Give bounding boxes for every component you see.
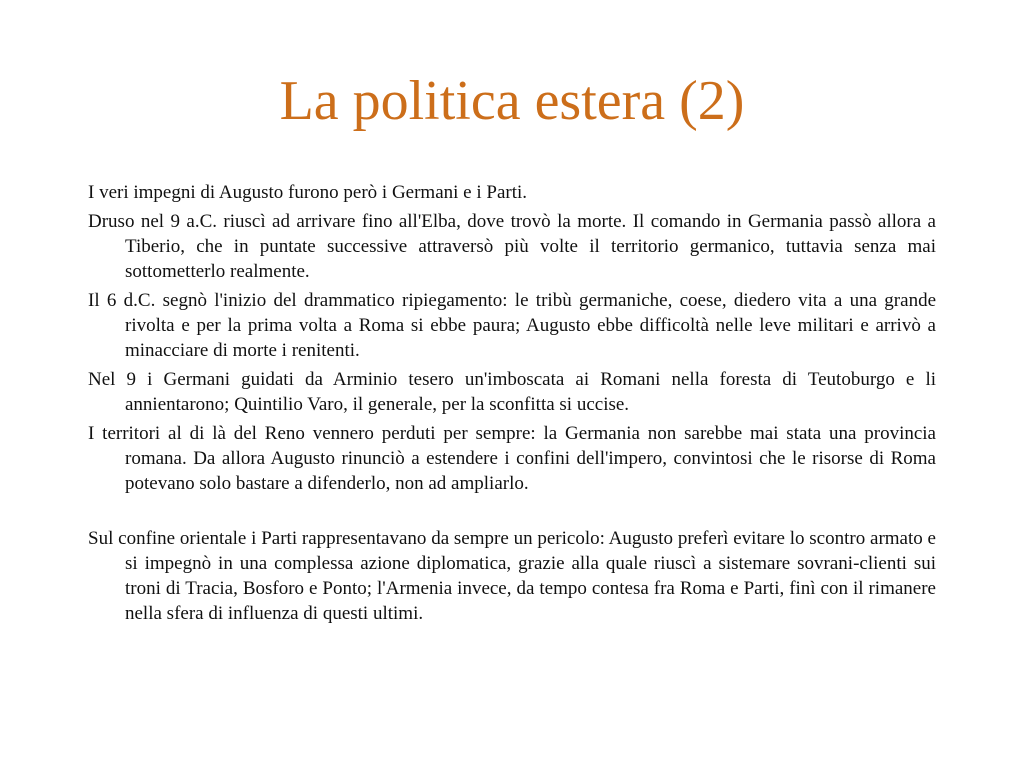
slide-body — [88, 180, 936, 630]
paragraph-parti: Sul confine orientale i Parti rappresentavano da sempre un pericolo: Augusto preferì evitare lo scontro armato e si impegnò in una complessa azione diplomatica, grazie alla quale riuscì a sistemare sovrani-clienti sui troni di Tracia, Bosforo e Ponto; l'Armenia invece, da tempo contesa fra Roma e Parti, finì con il rimanere nella sfera di influenza di questi ultimi. — [88, 528, 936, 624]
paragraph-reno: I territori al di là del Reno vennero perduti per sempre: la Germania non sarebbe mai stata una provincia romana. Da allora Augusto rinunciò a estendere i confini dell'impero, convintosi che le risorse di Roma potevano solo bastare a difenderlo, non ad ampliarlo. — [88, 423, 936, 494]
slide-title: La politica estera (2) — [279, 70, 745, 132]
paragraph-teutoburgo: Nel 9 i Germani guidati da Arminio tesero un'imboscata ai Romani nella foresta di Teutoburgo e li annientarono; Quintilio Varo, il generale, per la sconfitta si uccise. — [88, 369, 936, 415]
paragraph-ripiegamento: Il 6 d.C. segnò l'inizio del drammatico ripiegamento: le tribù germaniche, coese, diedero vita a una grande rivolta e per la prima volta a Roma si ebbe paura; Augusto ebbe difficoltà nelle leve militari e arrivò a minacciare di morte i renitenti. — [88, 290, 936, 361]
paragraph-germani-parti: I veri impegni di Augusto furono però i Germani e i Parti. — [88, 182, 528, 203]
paragraph-druso: Druso nel 9 a.C. riuscì ad arrivare fino all'Elba, dove trovò la morte. Il comando in Germania passò allora a Tiberio, che in puntate successive attraversò più volte il territorio germanico, tuttavia senza mai sottometterlo realmente. — [88, 211, 936, 282]
